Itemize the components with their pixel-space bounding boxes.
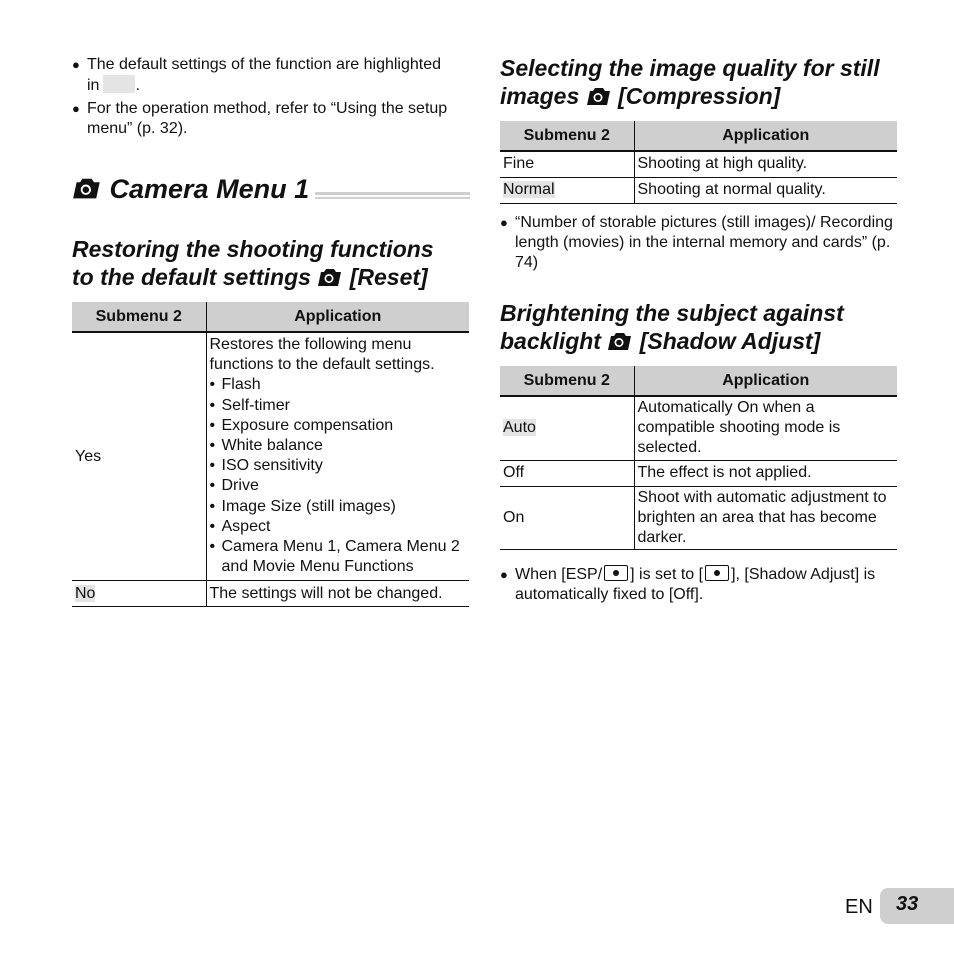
table-row: [500, 486, 897, 550]
compression-row-normal-desc: Shooting at normal quality.: [634, 178, 897, 204]
table-header-row: [500, 366, 897, 396]
compression-heading: [500, 54, 920, 110]
list-item: • Camera Menu 1, Camera Menu 2 and Movie Menu Functions: [210, 537, 467, 577]
reset-heading-line1: Restoring the shooting functions: [72, 236, 434, 262]
option-auto-default: Auto: [503, 419, 536, 437]
page-number: 33: [880, 888, 954, 924]
shadow-note-text-a: When [ESP/: [515, 566, 603, 583]
reset-table: [72, 302, 469, 607]
list-item: • White balance: [210, 436, 467, 456]
shadow-row-on-sub: [500, 486, 634, 550]
reset-row-yes-text: Restores the following menu functions to the default settings.: [209, 336, 435, 374]
table-row: [72, 581, 469, 607]
section-title: [72, 174, 470, 204]
reset-items-list: [210, 375, 467, 579]
list-item: • Flash: [210, 375, 467, 395]
shadow-note: [500, 565, 900, 605]
table-row: [500, 151, 897, 178]
reset-row-no-sub: [72, 581, 206, 607]
reset-heading-tail: [Reset]: [349, 264, 428, 290]
intro-bullet-1-text-b: in: [87, 77, 100, 94]
intro-bullet-2-text: For the operation method, refer to “Using the setup menu” (p. 32).: [87, 100, 448, 137]
shadow-row-off-desc: The effect is not applied.: [634, 460, 897, 486]
intro-bullet-1-text-c: .: [135, 77, 140, 94]
list-item: • Drive: [210, 476, 467, 496]
section-title-text: Camera Menu 1: [109, 174, 310, 204]
compression-table: [500, 121, 897, 204]
reset-row-yes-desc: [206, 332, 469, 581]
bullet-dot: ●: [72, 57, 80, 72]
compression-row-normal-sub: [500, 178, 634, 204]
compression-heading-line1: Selecting the image quality for still: [500, 55, 880, 81]
table-row: [72, 332, 469, 581]
table-header-application: Application: [206, 302, 469, 332]
compression-note: [500, 213, 900, 273]
table-header-application: Application: [634, 366, 897, 396]
camera-icon: [317, 265, 343, 285]
table-row: [500, 178, 897, 204]
list-item: • Self-timer: [210, 396, 467, 416]
list-item: • Image Size (still images): [210, 497, 467, 517]
compression-row-fine-sub: [500, 151, 634, 178]
reset-heading: [72, 235, 472, 291]
shadow-heading: [500, 299, 920, 355]
language-label: EN: [845, 896, 873, 918]
shadow-note-text-c: ], [Shadow Adjust] is automatically fixed to [Off].: [515, 566, 876, 603]
bullet-dot: ●: [500, 215, 508, 230]
camera-icon: [586, 84, 612, 104]
shadow-row-auto-sub: [500, 396, 634, 460]
table-header-submenu: Submenu 2: [500, 366, 634, 396]
table-header-submenu: Submenu 2: [72, 302, 206, 332]
intro-bullet-1-text-a: The default settings of the function are highlighted: [87, 56, 442, 73]
intro-bullet-2: [72, 99, 472, 139]
shadow-note-text-b: ] is set to [: [630, 566, 704, 583]
compression-heading-tail: [Compression]: [618, 83, 781, 109]
spot-metering-icon: [604, 565, 628, 581]
reset-heading-line2: to the default settings: [72, 264, 311, 290]
option-off: Off: [503, 464, 525, 481]
table-header-application: Application: [634, 121, 897, 151]
intro-bullet-1: [72, 55, 472, 96]
reset-row-yes-sub: [72, 332, 206, 581]
option-normal-default: Normal: [503, 181, 555, 199]
option-on: On: [503, 508, 525, 526]
compression-heading-line2: images: [500, 83, 580, 109]
highlight-swatch: [103, 75, 135, 93]
shadow-table: [500, 366, 897, 550]
option-yes: Yes: [75, 447, 102, 465]
bullet-dot: ●: [500, 567, 508, 582]
shadow-row-auto-desc: Automatically On when a compatible shooting mode is selected.: [634, 396, 897, 460]
table-row: [500, 396, 897, 460]
shadow-heading-line1: Brightening the subject against: [500, 300, 844, 326]
camera-icon: [72, 176, 102, 200]
reset-row-no-desc: The settings will not be changed.: [206, 581, 469, 607]
compression-row-fine-desc: Shooting at high quality.: [634, 151, 897, 178]
shadow-heading-tail: [Shadow Adjust]: [639, 328, 821, 354]
option-no-default: No: [75, 584, 96, 602]
list-item: • Exposure compensation: [210, 416, 467, 436]
list-item: • Aspect: [210, 517, 467, 537]
table-header-row: [72, 302, 469, 332]
compression-note-text: “Number of storable pictures (still images)/ Recording length (movies) in the internal memory and cards” (p. 74): [515, 214, 893, 271]
table-row: [500, 460, 897, 486]
table-header-submenu: Submenu 2: [500, 121, 634, 151]
list-item: • ISO sensitivity: [210, 456, 467, 476]
table-header-row: [500, 121, 897, 151]
option-fine: Fine: [503, 155, 535, 173]
spot-metering-icon: [705, 565, 729, 581]
bullet-dot: ●: [72, 101, 80, 116]
shadow-heading-line2: backlight: [500, 328, 601, 354]
camera-icon: [607, 329, 633, 349]
shadow-row-on-desc: Shoot with automatic adjustment to brighten an area that has become darker.: [634, 486, 897, 550]
shadow-row-off-sub: [500, 460, 634, 486]
